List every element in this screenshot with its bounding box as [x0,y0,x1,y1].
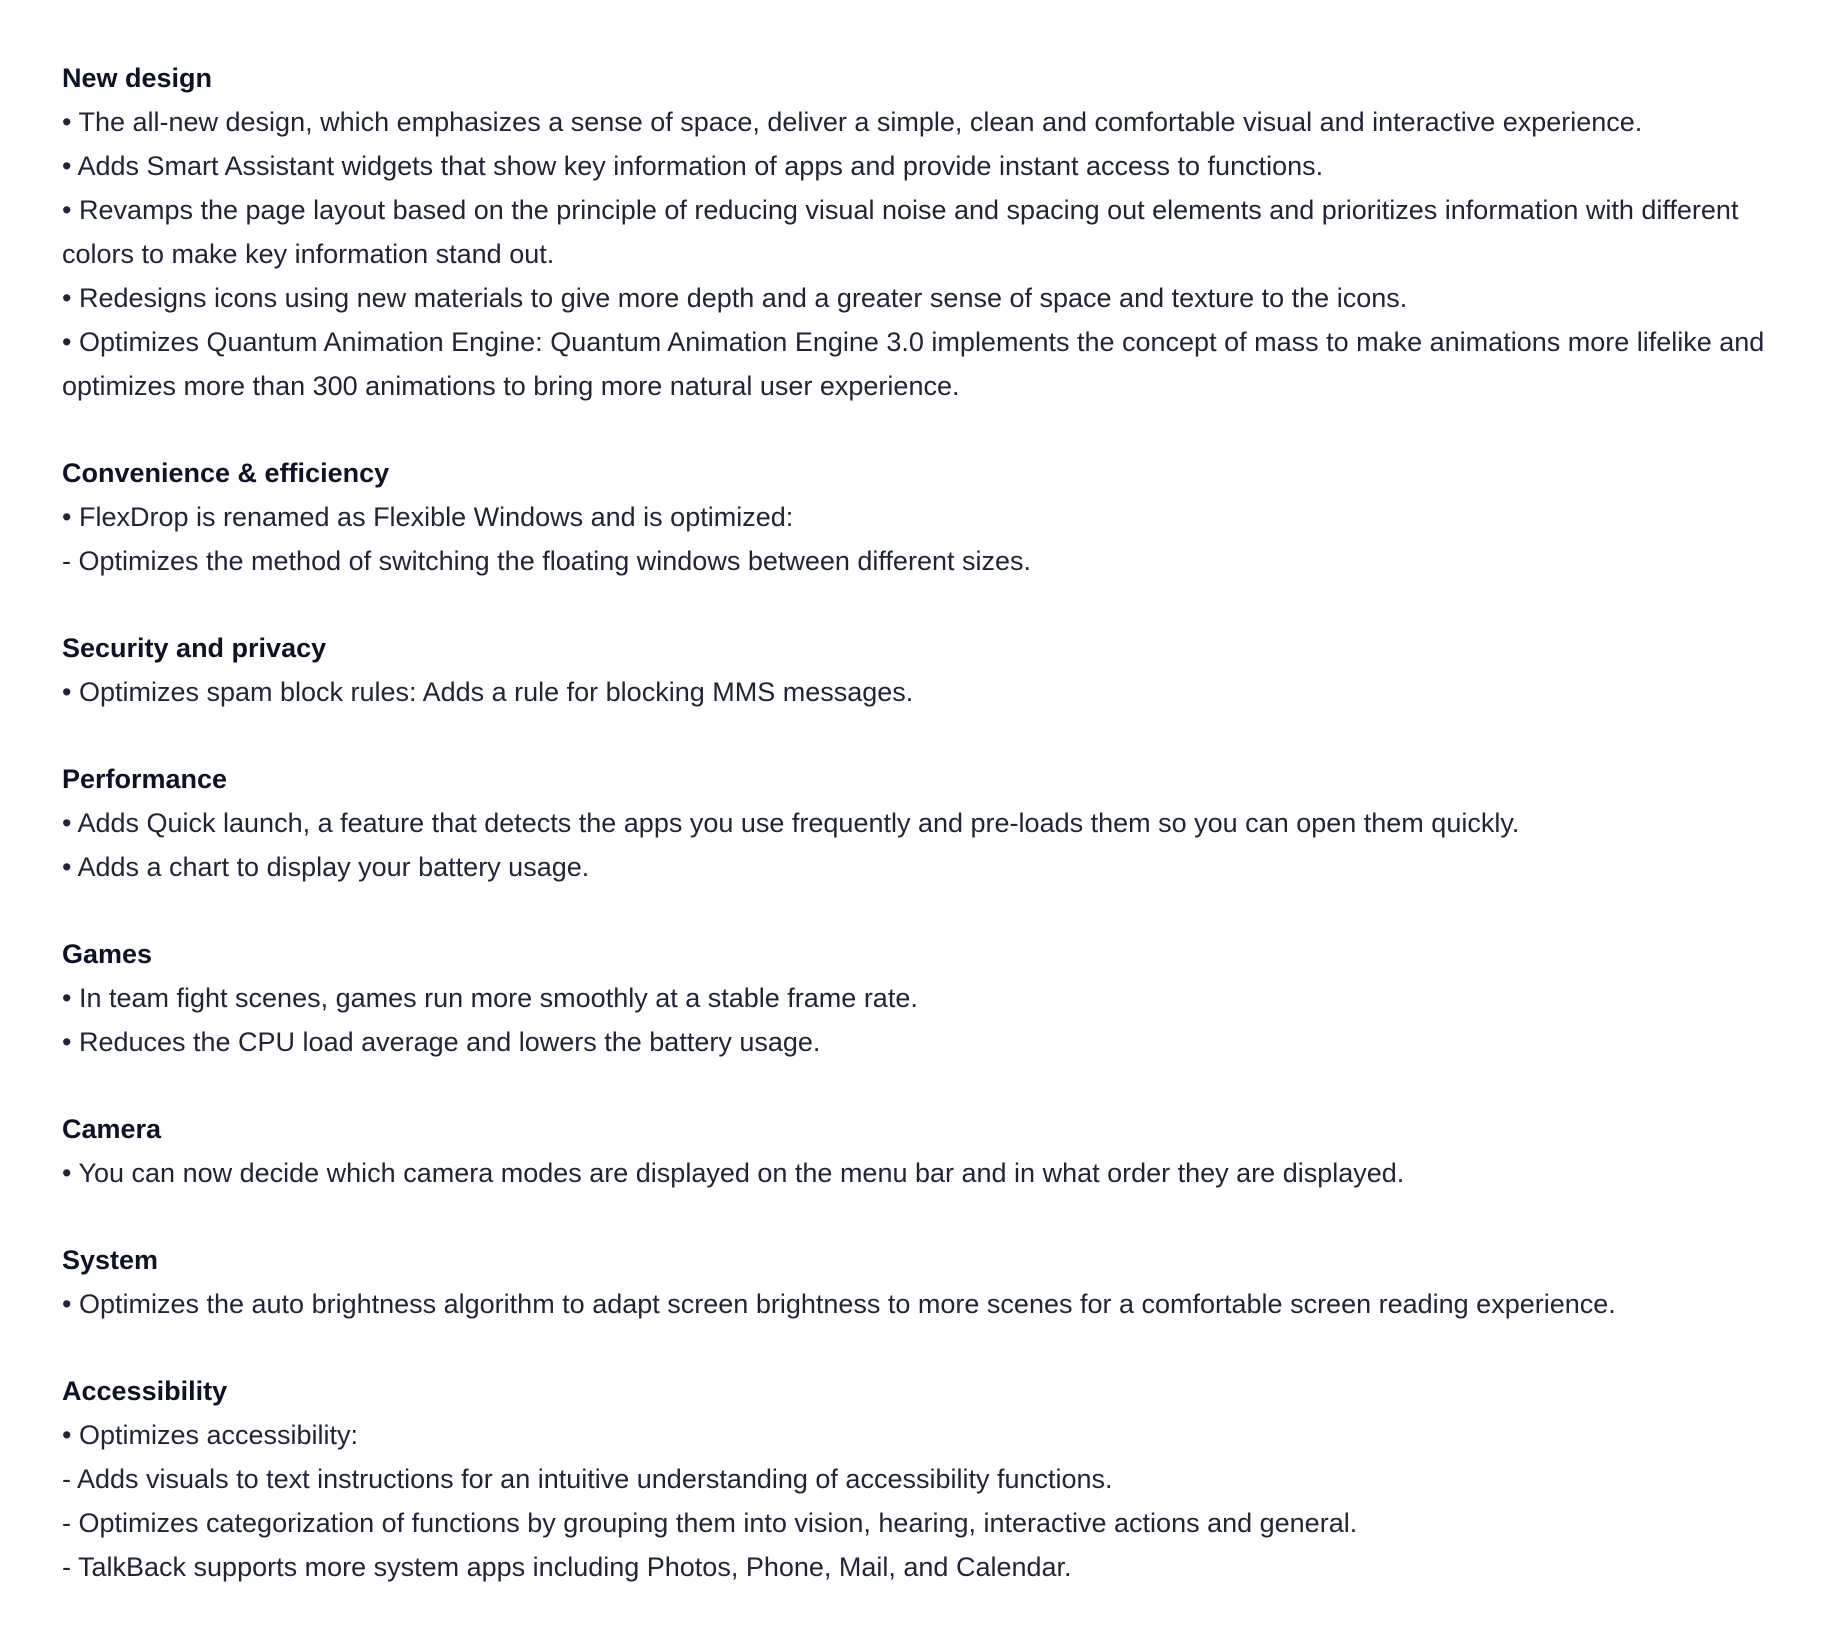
list-item: - Optimizes categorization of functions by grouping them into vision, hearing, interactive actions and general. [62,1508,1358,1538]
section-title: Games [62,939,153,969]
section-system [62,1238,1792,1326]
list-item: • Redesigns icons using new materials to give more depth and a greater sense of space and texture to the icons. [62,283,1408,313]
list-item: • Optimizes Quantum Animation Engine: Quantum Animation Engine 3.0 implements the concept of mass to make animations more lifelike and optimizes more than 300 animations to bring more natural user experience. [62,327,1765,401]
list-item: • Optimizes spam block rules: Adds a rule for blocking MMS messages. [62,677,914,707]
list-item: • Reduces the CPU load average and lowers the battery usage. [62,1027,821,1057]
release-notes [62,56,1792,1632]
list-item: • Revamps the page layout based on the principle of reducing visual noise and spacing out elements and prioritizes information with different colors to make key information stand out. [62,195,1739,269]
section-accessibility [62,1369,1792,1589]
list-item: • The all-new design, which emphasizes a sense of space, deliver a simple, clean and comfortable visual and interactive experience. [62,107,1643,137]
section-camera [62,1107,1792,1195]
section-security-privacy [62,626,1792,714]
list-item: • In team fight scenes, games run more smoothly at a stable frame rate. [62,983,918,1013]
section-title: Convenience & efficiency [62,458,390,488]
list-item: • You can now decide which camera modes are displayed on the menu bar and in what order they are displayed. [62,1158,1405,1188]
list-item: - Adds visuals to text instructions for an intuitive understanding of accessibility functions. [62,1464,1113,1494]
section-title: Accessibility [62,1376,228,1406]
list-item: • Adds a chart to display your battery usage. [62,852,590,882]
section-title: Performance [62,764,228,794]
section-new-design [62,56,1792,408]
section-title: New design [62,63,213,93]
list-item: • Adds Smart Assistant widgets that show key information of apps and provide instant access to functions. [62,151,1324,181]
list-item: - Optimizes the method of switching the floating windows between different sizes. [62,546,1031,576]
list-item: - TalkBack supports more system apps including Photos, Phone, Mail, and Calendar. [62,1552,1072,1582]
section-performance [62,757,1792,889]
list-item: • Adds Quick launch, a feature that detects the apps you use frequently and pre-loads them so you can open them quickly. [62,808,1520,838]
list-item: • FlexDrop is renamed as Flexible Windows and is optimized: [62,502,794,532]
section-games [62,932,1792,1064]
section-title: Camera [62,1114,162,1144]
section-title: System [62,1245,159,1275]
list-item: • Optimizes the auto brightness algorithm to adapt screen brightness to more scenes for a comfortable screen reading experience. [62,1289,1616,1319]
section-title: Security and privacy [62,633,327,663]
list-item: • Optimizes accessibility: [62,1420,359,1450]
section-convenience-efficiency [62,451,1792,583]
